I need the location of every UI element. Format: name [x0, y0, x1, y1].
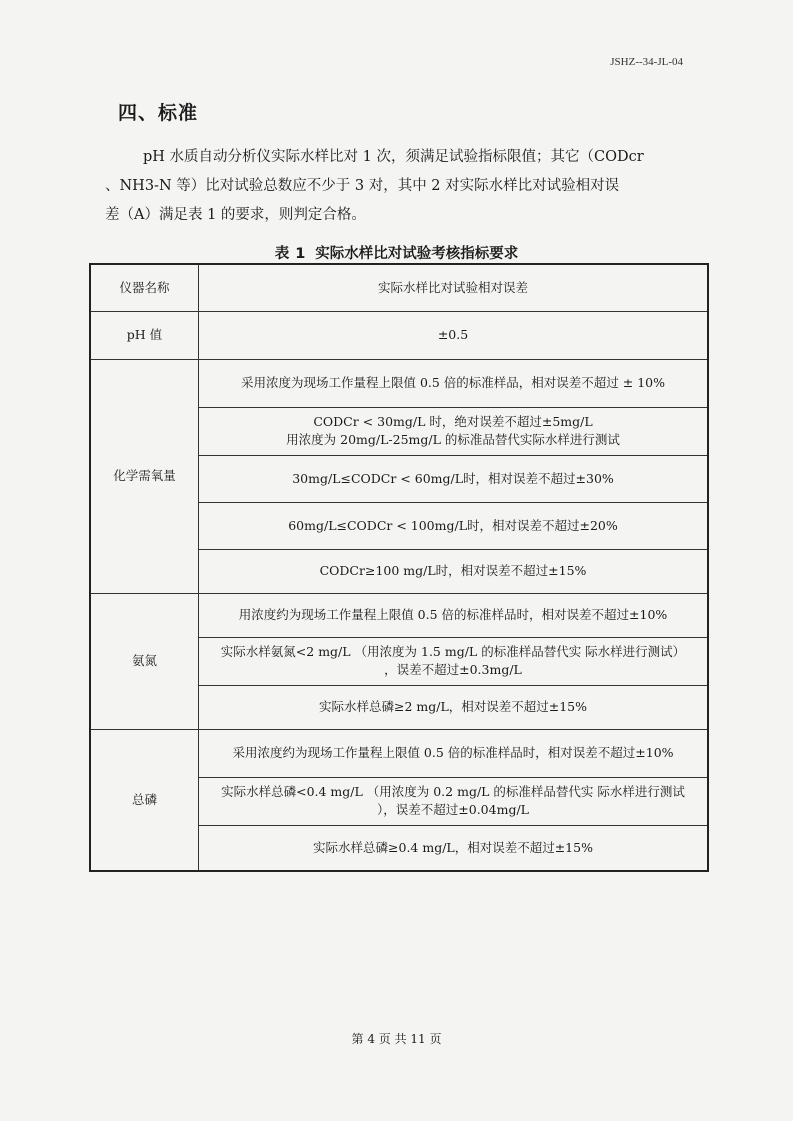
tp-requirement-line: ），误差不超过±0.04mg/L	[377, 802, 529, 817]
section-title: 四、标准	[118, 102, 199, 124]
nh3-requirement: 用浓度约为现场工作量程上限值 0.5 倍的标准样品时，相对误差不超过±10%	[199, 593, 709, 637]
table-row-tp	[90, 729, 708, 777]
tp-requirement: 采用浓度约为现场工作量程上限值 0.5 倍的标准样品时，相对误差不超过±10%	[199, 729, 709, 777]
tp-requirement: 实际水样总磷≥0.4 mg/L，相对误差不超过±15%	[199, 825, 709, 871]
instrument-ph: pH 值	[90, 311, 199, 359]
table-caption-title: 实际水样比对试验考核指标要求	[315, 246, 519, 262]
intro-line-3: 差（A）满足表 1 的要求，则判定合格。	[105, 207, 366, 223]
instrument-total-phosphorus: 总磷	[90, 729, 199, 871]
nh3-requirement-line: ，误差不超过±0.3mg/L	[384, 662, 522, 677]
document-code: JSHZ--34-JL-04	[610, 56, 683, 68]
nh3-requirement-line: 实际水样氨氮<2 mg/L （用浓度为 1.5 mg/L 的标准样品替代实 际水样进行测试）	[220, 644, 686, 659]
tp-requirement-line: 实际水样总磷<0.4 mg/L （用浓度为 0.2 mg/L 的标准样品替代实 际水样进行测试	[221, 784, 685, 799]
intro-line-2: 、NH3-N 等）比对试验总数应不少于 3 对，其中 2 对实际水样比对试验相对误	[105, 178, 620, 194]
nh3-requirement	[199, 637, 709, 685]
intro-line-1: pH 水质自动分析仪实际水样比对 1 次，须满足试验指标限值；其它（CODcr	[143, 149, 644, 165]
table-caption-label: 表	[274, 246, 290, 262]
cod-requirement-line: 用浓度为 20mg/L-25mg/L 的标准品替代实际水样进行测试	[286, 432, 620, 447]
cod-requirement: CODCr≥100 mg/L时，相对误差不超过±15%	[199, 549, 709, 593]
cod-requirement	[199, 407, 709, 455]
cod-requirement: 60mg/L≤CODCr < 100mg/L时，相对误差不超过±20%	[199, 502, 709, 549]
table-header-row	[90, 264, 708, 311]
page-number: 第 4 页 共 11 页	[351, 1032, 442, 1046]
table-caption-number: 1	[295, 246, 306, 262]
cod-requirement-line: CODCr < 30mg/L 时，绝对误差不超过±5mg/L	[313, 414, 593, 429]
header-instrument-name: 仪器名称	[90, 264, 199, 311]
header-relative-error: 实际水样比对试验相对误差	[199, 264, 709, 311]
instrument-ammonia-nitrogen: 氨氮	[90, 593, 199, 729]
table-row-ph	[90, 311, 708, 359]
table-caption	[0, 242, 793, 263]
cod-requirement: 采用浓度为现场工作量程上限值 0.5 倍的标准样品，相对误差不超过 ± 10%	[199, 359, 709, 407]
table-row-nh3	[90, 593, 708, 637]
requirements-table	[89, 263, 709, 872]
instrument-cod: 化学需氧量	[90, 359, 199, 593]
intro-paragraph	[105, 143, 705, 230]
cod-requirement: 30mg/L≤CODCr < 60mg/L时，相对误差不超过±30%	[199, 455, 709, 502]
table-row-cod	[90, 359, 708, 407]
nh3-requirement: 实际水样总磷≥2 mg/L，相对误差不超过±15%	[199, 685, 709, 729]
ph-requirement: ±0.5	[199, 311, 709, 359]
tp-requirement	[199, 777, 709, 825]
